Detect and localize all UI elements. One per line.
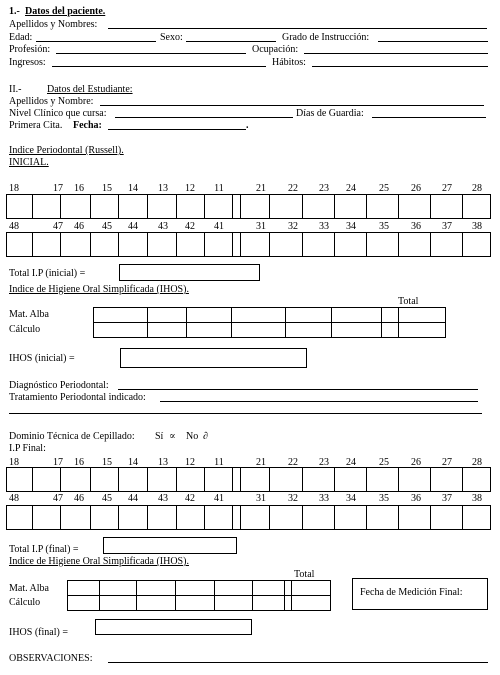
ihos-final-mat-alba-label: Mat. Alba <box>9 583 49 594</box>
ihos-final-total-label: Total <box>294 569 315 580</box>
mat-alba-cell-8[interactable] <box>398 307 446 323</box>
ihos-initial-mat-alba-label: Mat. Alba <box>9 309 49 320</box>
tooth-number-36: 36 <box>411 221 421 232</box>
mat-alba-cell-4[interactable] <box>175 580 215 596</box>
tooth-cell-16[interactable] <box>60 467 91 492</box>
diagnosis-field[interactable] <box>118 389 478 390</box>
tooth-cell-46[interactable] <box>60 232 91 257</box>
tooth-number-48: 48 <box>9 493 19 504</box>
tooth-number-37: 37 <box>442 493 452 504</box>
brushing-yes-label: Sí <box>155 431 164 442</box>
tooth-cell-11[interactable] <box>204 467 233 492</box>
tooth-number-42: 42 <box>185 221 195 232</box>
ihos-final-calculo-label: Cálculo <box>9 597 41 608</box>
tooth-number-26: 26 <box>411 183 421 194</box>
tooth-cell-22[interactable] <box>269 194 303 219</box>
calculo-cell-7[interactable] <box>381 322 399 338</box>
tooth-cell-12[interactable] <box>176 194 205 219</box>
patient-profession-label: Profesión: <box>9 44 51 55</box>
tooth-cell-43[interactable] <box>147 505 177 530</box>
mat-alba-cell-1[interactable] <box>93 307 148 323</box>
tooth-cell-31[interactable] <box>240 505 270 530</box>
student-section-title: Datos del Estudiante: <box>47 84 133 95</box>
student-level-label: Nivel Clínico que cursa: <box>9 108 107 119</box>
tooth-cell-14[interactable] <box>118 467 148 492</box>
patient-sex-field[interactable] <box>186 41 276 42</box>
mat-alba-cell-5[interactable] <box>285 307 332 323</box>
calculo-cell-3[interactable] <box>186 322 232 338</box>
tooth-number-12: 12 <box>185 183 195 194</box>
tooth-number-18: 18 <box>9 457 19 468</box>
final-ip-label: I.P Final: <box>9 443 46 454</box>
tooth-number-35: 35 <box>379 221 389 232</box>
tooth-cell-15[interactable] <box>90 194 119 219</box>
tooth-cell-31[interactable] <box>240 232 270 257</box>
tooth-number-23: 23 <box>319 457 329 468</box>
tooth-cell-36[interactable] <box>398 505 431 530</box>
student-level-field[interactable] <box>115 117 293 118</box>
date-label: Fecha: <box>73 120 102 131</box>
tooth-number-17: 17 <box>53 457 63 468</box>
tooth-cell-12[interactable] <box>176 467 205 492</box>
tooth-cell-17[interactable] <box>32 467 61 492</box>
tooth-number-31: 31 <box>256 493 266 504</box>
tooth-number-47: 47 <box>53 221 63 232</box>
brushing-no-checkbox[interactable]: ∂ <box>203 431 208 442</box>
tooth-number-31: 31 <box>256 221 266 232</box>
mat-alba-cell-2[interactable] <box>147 307 187 323</box>
tooth-number-48: 48 <box>9 221 19 232</box>
ihos-initial-result-label: IHOS (inicial) = <box>9 353 75 364</box>
ihos-final-result-label: IHOS (final) = <box>9 627 68 638</box>
calculo-cell-6[interactable] <box>331 322 382 338</box>
mat-alba-cell-2[interactable] <box>99 580 137 596</box>
student-names-label: Apellidos y Nombre: <box>9 96 94 107</box>
tooth-cell-28[interactable] <box>462 194 491 219</box>
tooth-cell-28[interactable] <box>462 467 491 492</box>
tooth-cell-21[interactable] <box>240 194 270 219</box>
tooth-cell-47[interactable] <box>32 505 61 530</box>
calculo-cell-2[interactable] <box>99 595 137 611</box>
tooth-number-27: 27 <box>442 183 452 194</box>
patient-habits-field[interactable] <box>312 66 488 67</box>
tooth-number-47: 47 <box>53 493 63 504</box>
tooth-number-33: 33 <box>319 221 329 232</box>
student-duty-field[interactable] <box>372 117 486 118</box>
calculo-cell-2[interactable] <box>147 322 187 338</box>
tooth-cell-41[interactable] <box>204 232 233 257</box>
patient-section-number: 1.- <box>9 6 20 17</box>
patient-income-label: Ingresos: <box>9 57 46 68</box>
periodontal-index-title: Indice Periodontal (Russell). <box>9 145 124 156</box>
tooth-number-11: 11 <box>214 457 224 468</box>
patient-habits-label: Hábitos: <box>272 57 306 68</box>
tooth-number-35: 35 <box>379 493 389 504</box>
tooth-number-46: 46 <box>74 493 84 504</box>
mat-alba-cell-3[interactable] <box>136 580 176 596</box>
ihos-initial-total-label: Total <box>398 296 419 307</box>
tooth-cell-21[interactable] <box>240 467 270 492</box>
calculo-cell-1[interactable] <box>67 595 100 611</box>
patient-names-label: Apellidos y Nombres: <box>9 19 98 30</box>
first-visit-label: Primera Cita. <box>9 120 63 131</box>
tooth-cell-18[interactable] <box>6 194 33 219</box>
brushing-no-label: No <box>186 431 199 442</box>
tooth-number-21: 21 <box>256 457 266 468</box>
tooth-cell-43[interactable] <box>147 232 177 257</box>
tooth-number-14: 14 <box>128 457 138 468</box>
tooth-cell-32[interactable] <box>269 505 303 530</box>
tooth-cell-45[interactable] <box>90 232 119 257</box>
tooth-cell-26[interactable] <box>398 467 431 492</box>
first-visit-date-field[interactable] <box>108 129 246 130</box>
tooth-cell-37[interactable] <box>430 505 463 530</box>
tooth-number-34: 34 <box>346 493 356 504</box>
tooth-cell-48[interactable] <box>6 505 33 530</box>
patient-names-field[interactable] <box>108 28 487 29</box>
tooth-number-21: 21 <box>256 183 266 194</box>
ihos-initial-result-field[interactable] <box>120 348 307 368</box>
tooth-number-46: 46 <box>74 221 84 232</box>
tooth-cell-24[interactable] <box>334 467 367 492</box>
tooth-number-26: 26 <box>411 457 421 468</box>
tooth-number-41: 41 <box>214 221 224 232</box>
tooth-number-16: 16 <box>74 183 84 194</box>
tooth-cell-34[interactable] <box>334 505 367 530</box>
diagnosis-label: Diagnóstico Periodontal: <box>9 380 109 391</box>
tooth-cell-38[interactable] <box>462 232 491 257</box>
tooth-number-17: 17 <box>53 183 63 194</box>
tooth-cell-46[interactable] <box>60 505 91 530</box>
patient-occupation-field[interactable] <box>304 53 488 54</box>
patient-section-title: Datos del paciente. <box>25 6 106 17</box>
mat-alba-cell-6[interactable] <box>252 580 285 596</box>
calculo-cell-5[interactable] <box>285 322 332 338</box>
tooth-number-43: 43 <box>158 221 168 232</box>
tooth-cell-44[interactable] <box>118 232 148 257</box>
observations-field[interactable] <box>108 662 488 663</box>
treatment-field[interactable] <box>160 401 478 402</box>
tooth-number-23: 23 <box>319 183 329 194</box>
tooth-cell-14[interactable] <box>118 194 148 219</box>
initial-total-label: Total I.P (inicial) = <box>9 268 86 279</box>
calculo-cell-5[interactable] <box>214 595 253 611</box>
tooth-cell-47[interactable] <box>32 232 61 257</box>
patient-age-field[interactable] <box>36 41 156 42</box>
tooth-number-41: 41 <box>214 493 224 504</box>
tooth-cell-44[interactable] <box>118 505 148 530</box>
mat-alba-cell-5[interactable] <box>214 580 253 596</box>
student-names-field[interactable] <box>100 105 484 106</box>
tooth-number-45: 45 <box>102 221 112 232</box>
tooth-number-18: 18 <box>9 183 19 194</box>
tooth-number-24: 24 <box>346 183 356 194</box>
patient-education-label: Grado de Instrucción: <box>282 32 370 43</box>
tooth-number-13: 13 <box>158 457 168 468</box>
observations-label: OBSERVACIONES: <box>9 653 93 664</box>
tooth-cell-38[interactable] <box>462 505 491 530</box>
tooth-number-14: 14 <box>128 183 138 194</box>
tooth-cell-37[interactable] <box>430 232 463 257</box>
patient-sex-label: Sexo: <box>160 32 183 43</box>
student-duty-label: Días de Guardia: <box>296 108 364 119</box>
tooth-number-33: 33 <box>319 493 329 504</box>
tooth-number-37: 37 <box>442 221 452 232</box>
tooth-cell-45[interactable] <box>90 505 119 530</box>
patient-occupation-label: Ocupación: <box>252 44 299 55</box>
tooth-number-25: 25 <box>379 183 389 194</box>
tooth-number-28: 28 <box>472 457 482 468</box>
tooth-cell-27[interactable] <box>430 194 463 219</box>
tooth-number-16: 16 <box>74 457 84 468</box>
calculo-cell-6[interactable] <box>252 595 285 611</box>
calculo-cell-8[interactable] <box>291 595 331 611</box>
ihos-final-result-field[interactable] <box>95 619 252 635</box>
mat-alba-cell-7[interactable] <box>381 307 399 323</box>
mat-alba-cell-4[interactable] <box>231 307 286 323</box>
tooth-number-15: 15 <box>102 183 112 194</box>
tooth-cell-42[interactable] <box>176 232 205 257</box>
tooth-number-25: 25 <box>379 457 389 468</box>
tooth-number-45: 45 <box>102 493 112 504</box>
tooth-number-11: 11 <box>214 183 224 194</box>
ihos-final-title: Indice de Higiene Oral Simplificada (IHOS). <box>9 556 189 567</box>
ihos-initial-title: Indice de Higiene Oral Simplificada (IHOS). <box>9 284 189 295</box>
tooth-cell-42[interactable] <box>176 505 205 530</box>
tooth-cell-25[interactable] <box>366 194 399 219</box>
periodontal-initial-label: INICIAL. <box>9 157 49 168</box>
calculo-cell-4[interactable] <box>231 322 286 338</box>
tooth-cell-48[interactable] <box>6 232 33 257</box>
initial-total-field[interactable] <box>119 264 260 281</box>
patient-education-field[interactable] <box>378 41 488 42</box>
calculo-cell-8[interactable] <box>398 322 446 338</box>
mat-alba-cell-3[interactable] <box>186 307 232 323</box>
tooth-cell-32[interactable] <box>269 232 303 257</box>
tooth-cell-23[interactable] <box>302 467 335 492</box>
calculo-cell-4[interactable] <box>175 595 215 611</box>
tooth-cell-22[interactable] <box>269 467 303 492</box>
tooth-number-42: 42 <box>185 493 195 504</box>
tooth-cell-13[interactable] <box>147 194 177 219</box>
tooth-number-28: 28 <box>472 183 482 194</box>
tooth-number-44: 44 <box>128 221 138 232</box>
tooth-cell-27[interactable] <box>430 467 463 492</box>
tooth-cell-24[interactable] <box>334 194 367 219</box>
tooth-cell-33[interactable] <box>302 232 335 257</box>
patient-income-field[interactable] <box>52 66 266 67</box>
tooth-number-27: 27 <box>442 457 452 468</box>
tooth-number-22: 22 <box>288 183 298 194</box>
mat-alba-cell-6[interactable] <box>331 307 382 323</box>
tooth-cell-33[interactable] <box>302 505 335 530</box>
tooth-cell-25[interactable] <box>366 467 399 492</box>
tooth-number-34: 34 <box>346 221 356 232</box>
tooth-number-22: 22 <box>288 457 298 468</box>
tooth-cell-26[interactable] <box>398 194 431 219</box>
calculo-cell-3[interactable] <box>136 595 176 611</box>
brushing-yes-checkbox[interactable]: ∝ <box>169 431 176 442</box>
treatment-field-continued[interactable] <box>9 413 482 414</box>
mat-alba-cell-8[interactable] <box>291 580 331 596</box>
tooth-number-12: 12 <box>185 457 195 468</box>
tooth-cell-13[interactable] <box>147 467 177 492</box>
tooth-cell-11[interactable] <box>204 194 233 219</box>
tooth-number-43: 43 <box>158 493 168 504</box>
final-total-label: Total I.P (final) = <box>9 544 79 555</box>
tooth-number-32: 32 <box>288 221 298 232</box>
tooth-number-38: 38 <box>472 493 482 504</box>
calculo-cell-1[interactable] <box>93 322 148 338</box>
tooth-cell-16[interactable] <box>60 194 91 219</box>
tooth-number-32: 32 <box>288 493 298 504</box>
final-measure-date-label: Fecha de Medición Final: <box>360 587 463 598</box>
tooth-cell-18[interactable] <box>6 467 33 492</box>
patient-age-label: Edad: <box>9 32 33 43</box>
treatment-label: Tratamiento Periodontal indicado: <box>9 392 146 403</box>
tooth-number-24: 24 <box>346 457 356 468</box>
final-total-field[interactable] <box>103 537 237 554</box>
date-period: . <box>246 120 249 131</box>
tooth-cell-15[interactable] <box>90 467 119 492</box>
tooth-number-15: 15 <box>102 457 112 468</box>
student-section-number: II.- <box>9 84 22 95</box>
ihos-initial-calculo-label: Cálculo <box>9 324 41 335</box>
tooth-cell-23[interactable] <box>302 194 335 219</box>
final-measure-date-box[interactable] <box>352 578 488 610</box>
tooth-cell-17[interactable] <box>32 194 61 219</box>
brushing-label: Dominio Técnica de Cepillado: <box>9 431 135 442</box>
tooth-cell-36[interactable] <box>398 232 431 257</box>
tooth-cell-34[interactable] <box>334 232 367 257</box>
tooth-cell-35[interactable] <box>366 505 399 530</box>
tooth-number-13: 13 <box>158 183 168 194</box>
tooth-cell-41[interactable] <box>204 505 233 530</box>
tooth-number-44: 44 <box>128 493 138 504</box>
tooth-number-36: 36 <box>411 493 421 504</box>
mat-alba-cell-1[interactable] <box>67 580 100 596</box>
tooth-cell-35[interactable] <box>366 232 399 257</box>
tooth-number-38: 38 <box>472 221 482 232</box>
patient-profession-field[interactable] <box>56 53 246 54</box>
